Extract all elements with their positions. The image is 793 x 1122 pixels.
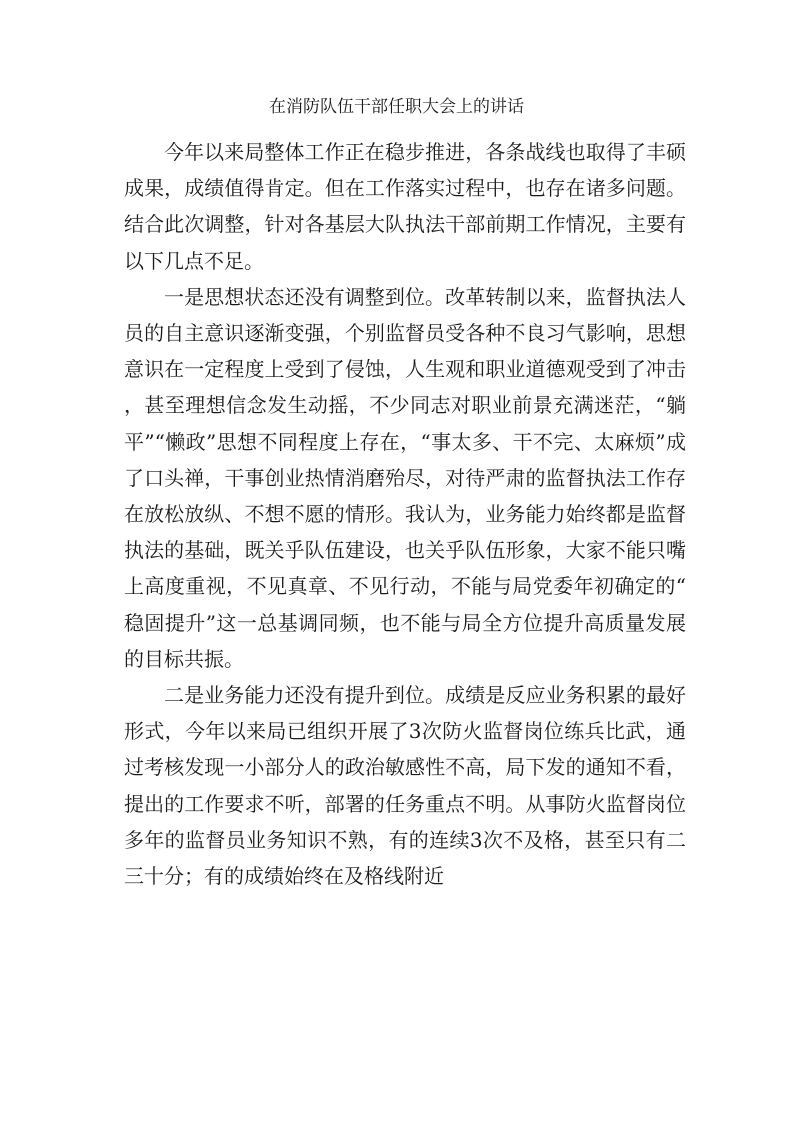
- paragraph-intro: 今年以来局整体工作正在稳步推进，各条战线也取得了丰硕成果，成绩值得肯定。但在工作落实过程中，也存在诸多问题。结合此次调整，针对各基层大队执法干部前期工作情况，主要有以下几点不足。: [124, 140, 686, 273]
- document-title: 在消防队伍干部任职大会上的讲话: [269, 97, 524, 117]
- document-body: [124, 134, 686, 894]
- paragraph-point-two: 二是业务能力还没有提升到位。成绩是反应业务积累的最好形式，今年以来局已组织开展了3次防火监督岗位练兵比武，通过考核发现一小部分人的政治敏感性不高，局下发的通知不看，提出的工作要求不听，部署的任务重点不明。从事防火监督岗位多年的监督员业务知识不熟，有的连续3次不及格，甚至只有二三十分；有的成绩始终在及格线附近: [124, 683, 686, 889]
- paragraph-point-one: 一是思想状态还没有调整到位。改革转制以来，监督执法人员的自主意识逐渐变强，个别监督员受各种不良习气影响，思想意识在一定程度上受到了侵蚀，人生观和职业道德观受到了冲击，甚至理想信念发生动摇，不少同志对职业前景充满迷茫，“躺平”“懒政”思想不同程度上存在，“事太多、干不完、太麻烦”成了口头禅，干事创业热情消磨殆尽，对待严肃的监督执法工作存在放松放纵、不想不愿的情形。我认为，业务能力始终都是监督执法的基础，既关乎队伍建设，也关乎队伍形象，大家不能只嘴上高度重视，不见真章、不见行动，不能与局党委年初确定的“稳固提升”这一总基调同频，也不能与局全方位提升高质量发展的目标共振。: [124, 284, 686, 671]
